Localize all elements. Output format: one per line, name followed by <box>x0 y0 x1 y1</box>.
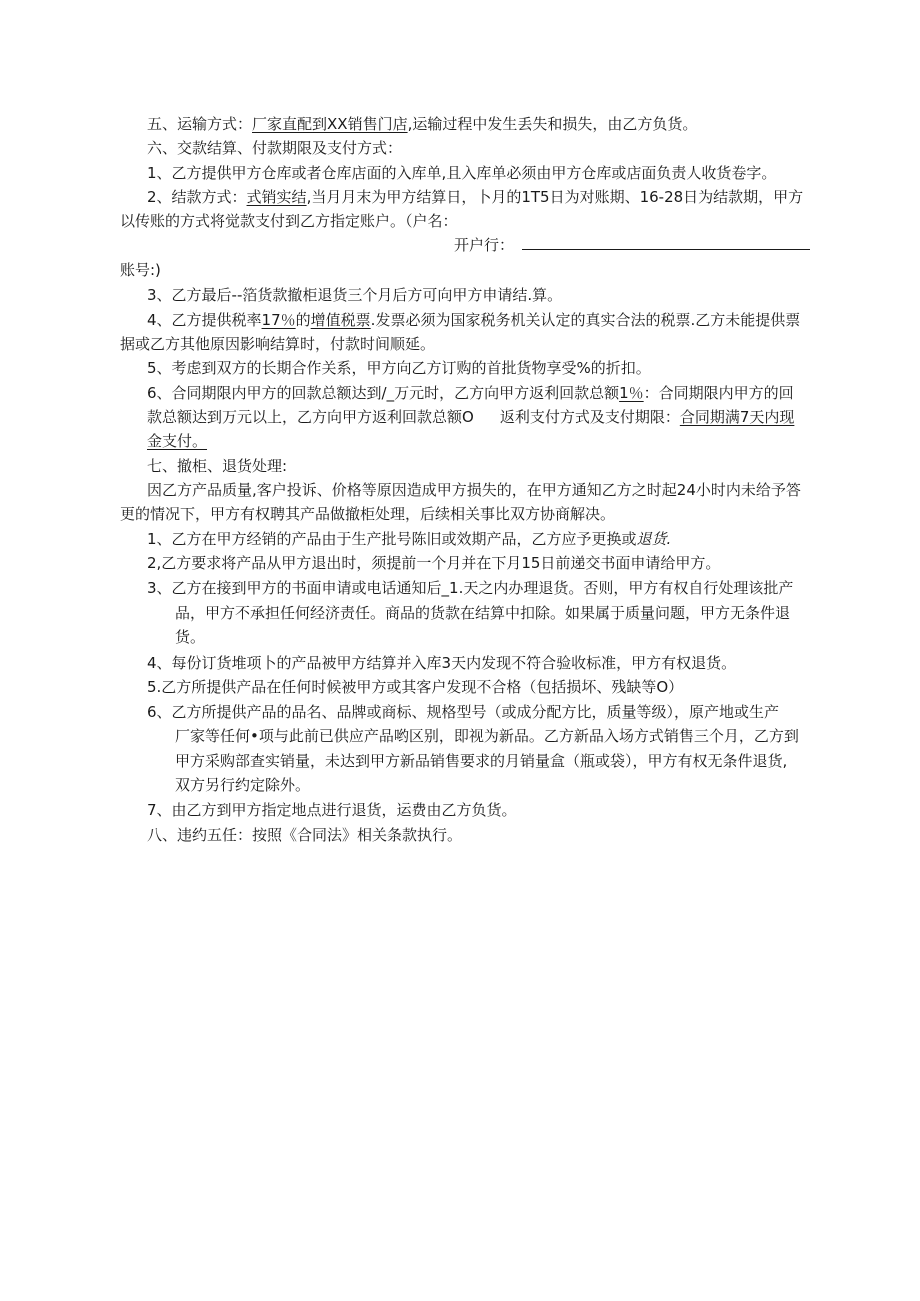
section-6-item-6-cont-2 <box>147 429 207 453</box>
section-6-item-6 <box>147 381 794 405</box>
item-6-text-3: 款总额达到万元以上，乙方向甲方返利回款总额O <box>147 408 474 426</box>
section-7-item-3-cont: 品，甲方不承担任何经济责任。商品的货款在结算中扣除。如果属于质量问题，甲方无条件退 <box>175 604 791 622</box>
item-2-settlement-method: 式销实结 <box>246 188 307 206</box>
section-6-item-4 <box>147 308 800 332</box>
item-6-text: 6、合同期限内甲方的回款总额达到/_万元时，乙方向甲方返利回款总额 <box>147 384 620 402</box>
section-7-item-3: 3、乙方在接到甲方的书面申请或电话通知后_1.天之内办理退货。否则，甲方有权自行处理该批产 <box>147 579 794 597</box>
section-5-label: 五、运输方式： <box>147 115 253 133</box>
s7-item-1-return: 退货. <box>636 530 672 548</box>
item-2-text: ,当月月末为甲方结算日，卜月的1T5日为对账期、16-28日为结款期，甲方 <box>306 188 804 206</box>
section-7-item-6: 6、乙方所提供产品的品名、品牌或商标、规格型号（或成分配方比，质量等级），原产地或生产 <box>147 703 780 721</box>
section-5-transport <box>147 112 697 136</box>
section-7-item-6-cont: 厂家等任何•项与此前已供应产品哟区别，即视为新品。乙方新品入场方式销售三个月，乙方到 <box>175 727 799 745</box>
section-6-item-2 <box>147 185 803 209</box>
section-6-item-4-cont: 据或乙方其他原因影响结算时，付款时间顺延。 <box>120 335 436 353</box>
item-4-of: 的 <box>295 311 311 329</box>
item-6-text-2: ：合同期限内甲方的回 <box>643 384 794 402</box>
section-7-item-1 <box>147 527 671 551</box>
section-8-breach: 八、违约五任：按照《合同法》相关条款执行。 <box>147 826 463 844</box>
section-7-item-6-cont-2: 甲方采购部查实销量，未达到甲方新品销售要求的月销量盒（瓶或袋），甲方有权无条件退货, <box>175 752 788 770</box>
item-2-label: 2、结款方式： <box>147 188 247 206</box>
section-6-item-1: 1、乙方提供甲方仓库或者仓库店面的入库单,且入库单必须由甲方仓库或店面负责人收货卷字。 <box>147 164 777 182</box>
item-6-rebate-rate: 1％ <box>619 384 644 402</box>
section-7-paragraph-cont: 更的情况下，甲方有权聘其产品做撤柜处理，后续相关事比双方协商解决。 <box>120 505 616 523</box>
item-6-payment-term: 合同期满7天内现 <box>679 408 795 426</box>
s7-item-1-text: 1、乙方在甲方经销的产品由于生产批号陈旧或效期产品，乙方应予更换或 <box>147 530 637 548</box>
item-6-payment-term-end: 金支付。 <box>147 432 208 450</box>
section-5-delivery-method: 厂家直配到XX销售门店 <box>252 115 408 133</box>
section-7-paragraph: 因乙方产品质量,客户投诉、价格等原因造成甲方损失的，在甲方通知乙方之时起24小时内未给予答 <box>147 481 801 499</box>
bank-label: 开户行： <box>454 236 515 254</box>
section-6-item-6-cont <box>147 405 794 429</box>
section-7-item-2: 2,乙方要求将产品从甲方退出时，须提前一个月并在下月15日前递交书面申请给甲方。 <box>147 554 721 572</box>
section-7-item-6-cont-3: 双方另行约定除外。 <box>175 776 311 794</box>
section-7-heading: 七、撤柜、退货处理: <box>147 457 288 475</box>
item-4-text: .发票必须为国家税务机关认定的真实合法的税票.乙方未能提供票 <box>370 311 801 329</box>
account-line: 账号:) <box>120 261 161 279</box>
section-7-item-7: 7、由乙方到甲方指定地点进行退货，运费由乙方负货。 <box>147 801 517 819</box>
section-6-item-3: 3、乙方最后--箔货款撤柜退货三个月后方可向甲方申请结.算。 <box>147 286 563 304</box>
section-7-item-5: 5.乙方所提供产品在任何时候被甲方或其客户发现不合格（包括损坏、残缺等O） <box>147 678 684 696</box>
item-4-label: 4、乙方提供税率 <box>147 311 262 329</box>
item-4-tax-rate: 17％ <box>261 311 296 329</box>
section-5-text: ,运输过程中发生丢失和损失，由乙方负货。 <box>407 115 698 133</box>
section-6-item-5: 5、考虑到双方的长期合作关系，甲方向乙方订购的首批货物享受%的折扣。 <box>147 359 651 377</box>
section-7-item-3-cont-2: 货。 <box>175 628 206 646</box>
section-7-item-4: 4、每份订货堆项卜的产品被甲方结算并入库3天内发现不符合验收标准，甲方有权退货。 <box>147 654 737 672</box>
section-6-item-2-cont: 以传账的方式将觉款支付到乙方指定账户。（户名： <box>120 212 458 230</box>
item-6-payment-label: 返利支付方式及支付期限： <box>499 408 680 426</box>
bank-line <box>454 233 810 257</box>
item-4-invoice-type: 增值税票 <box>310 311 371 329</box>
bank-blank <box>522 235 810 250</box>
section-6-heading: 六、交款结算、付款期限及支付方式： <box>147 139 403 157</box>
